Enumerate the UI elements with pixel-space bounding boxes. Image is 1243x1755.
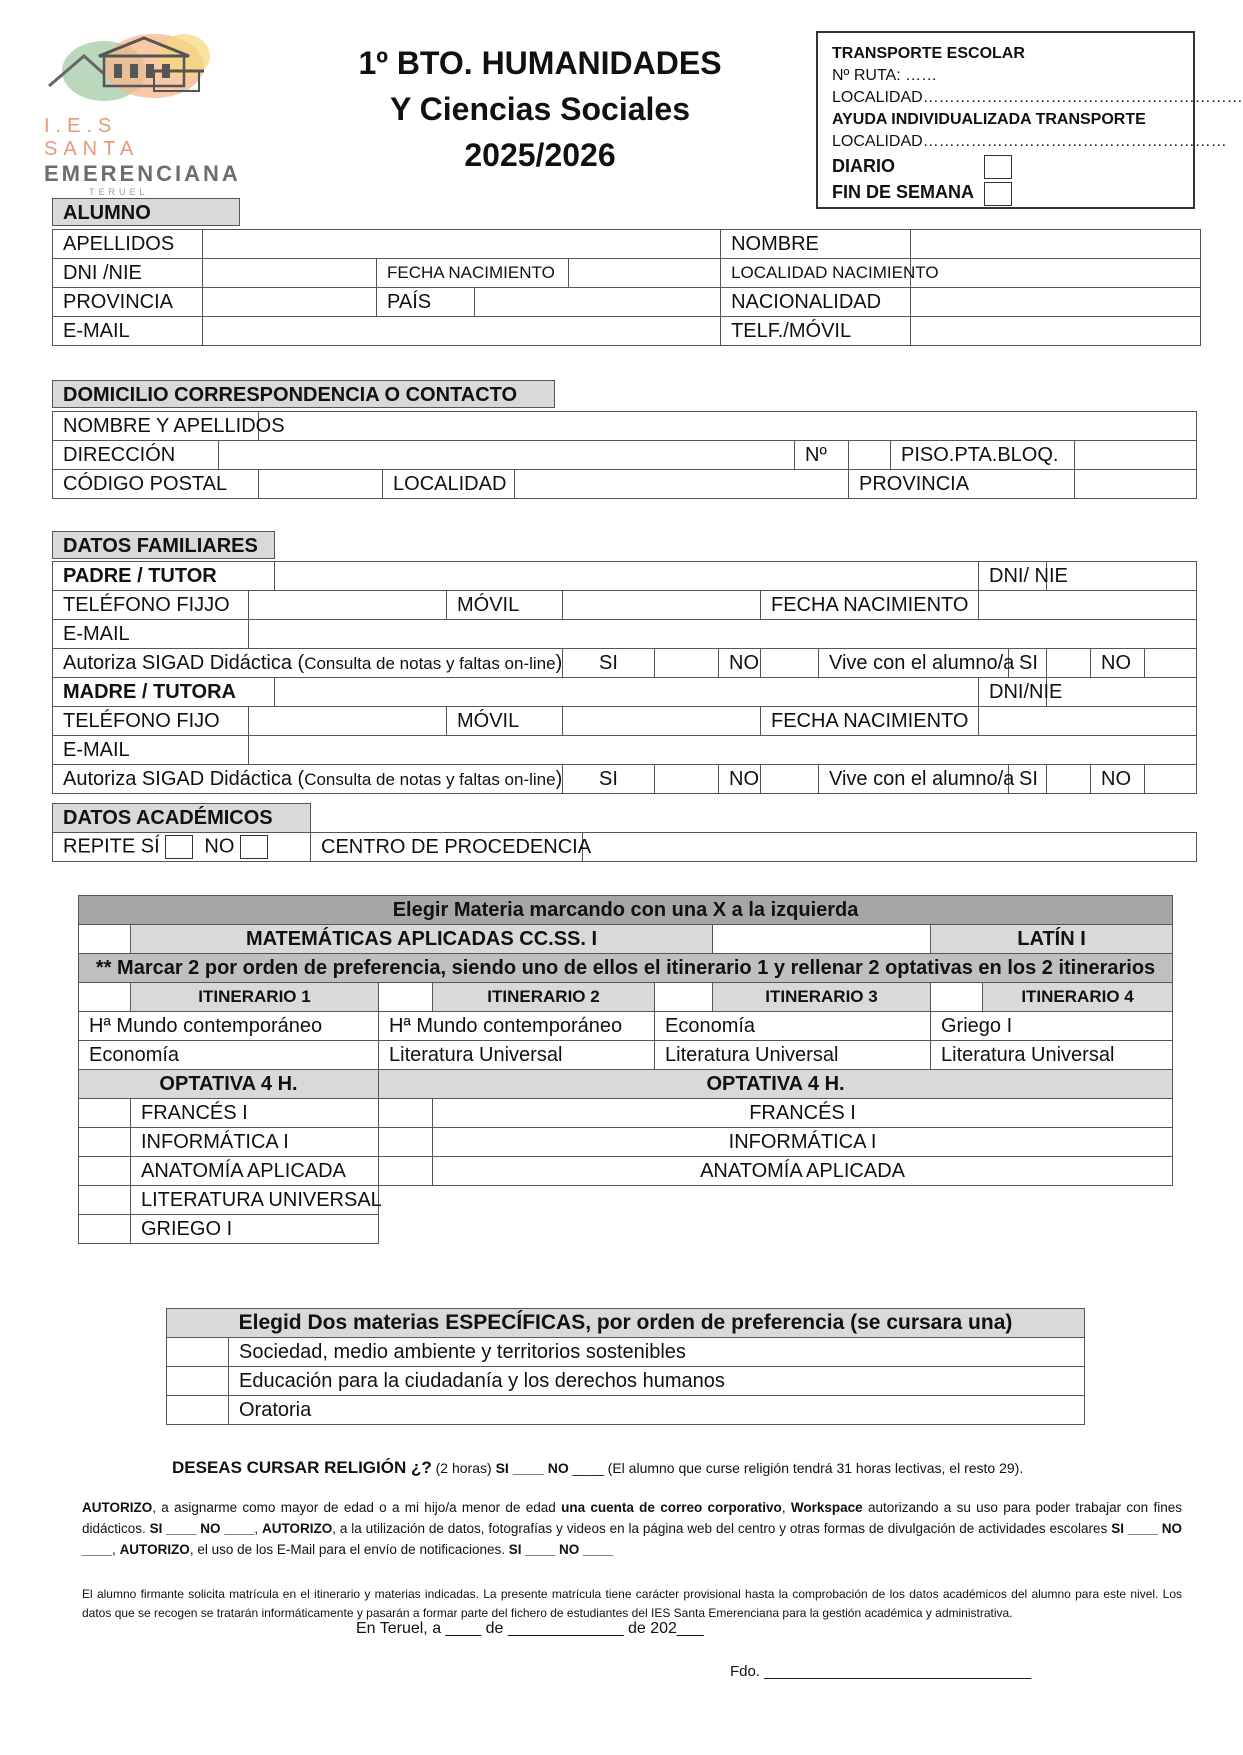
autorizo-bold-1: una cuenta de correo corporativo: [561, 1500, 782, 1515]
especifica-item: Sociedad, medio ambiente y territorios sostenibles: [229, 1338, 1085, 1367]
madre-tel-row: [53, 707, 1197, 736]
domicilio-heading: DOMICILIO CORRESPONDENCIA O CONTACTO: [52, 380, 555, 408]
localidad-nac-label: LOCALIDAD NACIMIENTO: [721, 259, 911, 288]
especifica-checkbox[interactable]: [167, 1367, 229, 1396]
title-line-1: 1º BTO. HUMANIDADES: [358, 45, 722, 81]
it2-subject-1: Hª Mundo contemporáneo: [379, 1012, 655, 1041]
autorizo-si-no-1[interactable]: SI ____ NO ____: [149, 1521, 255, 1536]
especifica-checkbox[interactable]: [167, 1396, 229, 1425]
pais-field[interactable]: [475, 288, 721, 317]
cp-field[interactable]: [259, 470, 383, 499]
school-building-icon: [44, 26, 214, 116]
madre-label: MADRE / TUTORA: [53, 678, 275, 707]
logo-text-3: TERUEL: [89, 187, 149, 197]
religion-question: DESEAS CURSAR RELIGIÓN ¿?: [172, 1458, 432, 1477]
repite-no-checkbox[interactable]: [240, 835, 268, 859]
academicos-heading: DATOS ACADÉMICOS: [53, 804, 311, 833]
mat-checkbox[interactable]: [79, 925, 131, 954]
movil-padre-field[interactable]: [563, 591, 761, 620]
opt-left-checkbox[interactable]: [79, 1215, 131, 1244]
repite-no-label: NO: [204, 835, 235, 858]
materias-heading: Elegir Materia marcando con una X a la izquierda: [79, 896, 1173, 925]
tel-fijo-padre-label: TELÉFONO FIJJO: [53, 591, 249, 620]
sigad-madre-small: Consulta de notas y faltas on-line: [304, 769, 556, 789]
especifica-item: Oratoria: [229, 1396, 1085, 1425]
sigad-madre-no-box[interactable]: [761, 765, 819, 794]
opt-left-item: INFORMÁTICA I: [131, 1128, 379, 1157]
opt-right-item: FRANCÉS I: [433, 1099, 1173, 1128]
dni-field[interactable]: [203, 259, 377, 288]
alumno-table: [52, 229, 1201, 346]
it3-subject-1: Economía: [655, 1012, 931, 1041]
opt-right-checkbox[interactable]: [379, 1128, 433, 1157]
direccion-label: DIRECCIÓN: [53, 441, 219, 470]
it-subject-row-1: [79, 1012, 1173, 1041]
vive-padre-si-box[interactable]: [1047, 649, 1091, 678]
especifica-item: Educación para la ciudadanía y los derechos humanos: [229, 1367, 1085, 1396]
transport-heading: TRANSPORTE ESCOLAR: [832, 45, 1025, 62]
sigad-padre-no-label: NO: [719, 649, 761, 678]
nacionalidad-field[interactable]: [911, 288, 1201, 317]
optativa-row-2: [79, 1128, 1173, 1157]
numero-label: Nº: [795, 441, 849, 470]
apellidos-field[interactable]: [203, 230, 721, 259]
email-label: E-MAIL: [53, 317, 203, 346]
domicilio-row-2: [53, 441, 1197, 470]
opt-left-checkbox[interactable]: [79, 1157, 131, 1186]
repite-label: REPITE SÍ: [63, 835, 160, 858]
transport-localidad-2: LOCALIDAD…………………………………………………: [832, 133, 1227, 150]
optativa-row-3: [79, 1157, 1173, 1186]
tel-fijo-padre-field[interactable]: [249, 591, 447, 620]
opt-empty: [379, 1215, 1173, 1244]
dom-localidad-field[interactable]: [515, 470, 849, 499]
centro-label: CENTRO DE PROCEDENCIA: [311, 833, 583, 862]
dom-nombre-label: NOMBRE Y APELLIDOS: [53, 412, 259, 441]
optativa-left-heading: OPTATIVA 4 H.: [79, 1070, 379, 1099]
telf-field[interactable]: [911, 317, 1201, 346]
movil-madre-field[interactable]: [563, 707, 761, 736]
autorizo-si-no-3[interactable]: SI ____ NO ____: [508, 1542, 614, 1557]
madre-row: [53, 678, 1197, 707]
autorizo-text-2: ,: [781, 1500, 791, 1515]
mat-label: MATEMÁTICAS APLICADAS CC.SS. I: [131, 925, 713, 954]
optativa-heading-row: [79, 1070, 1173, 1099]
opt-empty: [379, 1186, 1173, 1215]
vive-padre-si-label: SI: [1009, 649, 1047, 678]
tel-fijo-madre-field[interactable]: [249, 707, 447, 736]
transport-localidad-1: LOCALIDAD……………………………………………………: [832, 89, 1243, 106]
localidad-nac-field[interactable]: [911, 259, 1201, 288]
it4-subject-1: Griego I: [931, 1012, 1173, 1041]
email-padre-field[interactable]: [249, 620, 1197, 649]
especifica-row: [167, 1338, 1085, 1367]
materias-table: [78, 895, 1173, 1244]
email-field[interactable]: [203, 317, 721, 346]
opt-left-item: ANATOMÍA APLICADA: [131, 1157, 379, 1186]
fin-semana-checkbox[interactable]: [984, 182, 1012, 206]
vive-padre-no-label: NO: [1091, 649, 1145, 678]
it3-checkbox[interactable]: [655, 983, 713, 1012]
sigad-madre-close: ): [555, 767, 563, 790]
optativa-row-1: [79, 1099, 1173, 1128]
vive-madre-label: Vive con el alumno/a: [819, 765, 1009, 794]
dom-localidad-label: LOCALIDAD: [383, 470, 515, 499]
autorizo-2: AUTORIZO: [262, 1521, 333, 1536]
padre-email-row: [53, 620, 1197, 649]
nota-row: [79, 954, 1173, 983]
optativa-row-4: [79, 1186, 1173, 1215]
alumno-row-4: [53, 317, 1201, 346]
alumno-row-1: [53, 230, 1201, 259]
itinerarios-row: [79, 983, 1173, 1012]
opt-left-checkbox[interactable]: [79, 1099, 131, 1128]
provincia-label: PROVINCIA: [53, 288, 203, 317]
fecha-nac-label: FECHA NACIMIENTO: [377, 259, 569, 288]
it1-subject-1: Hª Mundo contemporáneo: [79, 1012, 379, 1041]
transport-ayuda: AYUDA INDIVIDUALIZADA TRANSPORTE: [832, 111, 1146, 128]
especificas-heading-row: [167, 1309, 1085, 1338]
sigad-padre-label: [53, 649, 563, 678]
autorizo-text-1: , a asignarme como mayor de edad o a mi hijo/a menor de edad: [152, 1500, 562, 1515]
religion-si: SI: [495, 1460, 509, 1476]
autorizo-1: AUTORIZO: [82, 1500, 153, 1515]
latin-checkbox[interactable]: [713, 925, 931, 954]
nacionalidad-label: NACIONALIDAD: [721, 288, 911, 317]
movil-madre-label: MÓVIL: [447, 707, 563, 736]
especificas-heading: Elegid Dos materias ESPECÍFICAS, por orden de preferencia (se cursara una): [167, 1309, 1085, 1338]
logo-text-2: EMERENCIANA: [44, 161, 241, 186]
opt-left-item: GRIEGO I: [131, 1215, 379, 1244]
it3-label: ITINERARIO 3: [713, 983, 931, 1012]
it4-subject-2: Literatura Universal: [931, 1041, 1173, 1070]
transport-diario-label: DIARIO: [832, 156, 895, 176]
fecha-nac-madre-label: FECHA NACIMIENTO: [761, 707, 979, 736]
sigad-padre-no-box[interactable]: [761, 649, 819, 678]
religion-line: [172, 1458, 1132, 1478]
school-logo: [44, 26, 241, 197]
religion-horas: (2 horas): [435, 1460, 492, 1476]
opt-right-checkbox[interactable]: [379, 1157, 433, 1186]
academicos-table: [52, 803, 1197, 862]
dni-madre-label: DNI/NIE: [979, 678, 1047, 707]
academicos-row: [53, 833, 1197, 862]
pais-label: PAÍS: [377, 288, 475, 317]
vive-madre-si-box[interactable]: [1047, 765, 1091, 794]
it2-subject-2: Literatura Universal: [379, 1041, 655, 1070]
domicilio-row-1: [53, 412, 1197, 441]
direccion-field[interactable]: [219, 441, 795, 470]
padre-row: [53, 562, 1197, 591]
telf-label: TELF./MÓVIL: [721, 317, 911, 346]
opt-left-checkbox[interactable]: [79, 1186, 131, 1215]
materias-heading-row: [79, 896, 1173, 925]
provincia-field[interactable]: [203, 288, 377, 317]
religion-si-blank[interactable]: ____: [512, 1460, 544, 1476]
centro-field[interactable]: [583, 833, 1197, 862]
fecha-nac-padre-label: FECHA NACIMIENTO: [761, 591, 979, 620]
padre-sigad-row: [53, 649, 1197, 678]
madre-sigad-row: [53, 765, 1197, 794]
vive-madre-si-label: SI: [1009, 765, 1047, 794]
vive-madre-no-label: NO: [1091, 765, 1145, 794]
opt-right-checkbox[interactable]: [379, 1099, 433, 1128]
email-madre-label: E-MAIL: [53, 736, 249, 765]
repite-cell: [53, 833, 311, 862]
especificas-table: [166, 1308, 1085, 1425]
padre-tel-row: [53, 591, 1197, 620]
opt-right-item: INFORMÁTICA I: [433, 1128, 1173, 1157]
it3-subject-2: Literatura Universal: [655, 1041, 931, 1070]
alumno-row-2: [53, 259, 1201, 288]
materias-nota: ** Marcar 2 por orden de preferencia, siendo uno de ellos el itinerario 1 y rellenar 2 optativas en los 2 itinerarios: [79, 954, 1173, 983]
dom-provincia-label: PROVINCIA: [849, 470, 1075, 499]
page-title: [330, 40, 750, 178]
sigad-padre-small: Consulta de notas y faltas on-line: [304, 653, 556, 673]
opt-left-item: LITERATURA UNIVERSAL: [131, 1186, 379, 1215]
it1-label: ITINERARIO 1: [131, 983, 379, 1012]
optativa-row-5: [79, 1215, 1173, 1244]
movil-padre-label: MÓVIL: [447, 591, 563, 620]
padre-field[interactable]: [275, 562, 979, 591]
fecha-nac-madre-field[interactable]: [979, 707, 1197, 736]
email-padre-label: E-MAIL: [53, 620, 249, 649]
alumno-row-3: [53, 288, 1201, 317]
nombre-label: NOMBRE: [721, 230, 911, 259]
dni-padre-label: DNI/ NIE: [979, 562, 1047, 591]
autorizo-text-6: ,: [112, 1542, 120, 1557]
transport-ruta: Nº RUTA: ……: [832, 67, 938, 84]
it1-subject-2: Economía: [79, 1041, 379, 1070]
autorizo-text-4: ,: [254, 1521, 263, 1536]
numero-field[interactable]: [849, 441, 891, 470]
opt-left-checkbox[interactable]: [79, 1128, 131, 1157]
it1-checkbox[interactable]: [79, 983, 131, 1012]
dni-madre-field[interactable]: [1047, 678, 1197, 707]
sigad-padre-main: Autoriza SIGAD Didáctica (: [63, 651, 305, 674]
autorizo-text-5: , a la utilización de datos, fotografías y videos en la página web del centro y otras formas de divulgación de actividades escolares: [332, 1521, 1112, 1536]
piso-label: PISO.PTA.BLOQ.: [891, 441, 1075, 470]
it4-checkbox[interactable]: [931, 983, 983, 1012]
troncal-row: [79, 925, 1173, 954]
transport-fin-row: [832, 179, 1179, 205]
religion-nota: (El alumno que curse religión tendrá 31 horas lectivas, el resto 29).: [607, 1460, 1024, 1476]
familiares-table: [52, 561, 1197, 794]
alumno-heading: ALUMNO: [52, 198, 240, 226]
sigad-madre-no-label: NO: [719, 765, 761, 794]
autorizo-si-no-2[interactable]: SI ____ NO ____: [82, 1521, 1182, 1557]
footer-text: El alumno firmante solicita matrícula en el itinerario y materias indicadas. La presente matrícula tiene carácter provisional hasta la comprobación de los datos académicos del alumno para este nivel. Los datos que se recogen se tratarán informáticamente y pasarán a formar parte del fichero de estudiantes del IES Santa Emerenciana para la gestión académica y administrativa.: [82, 1587, 1182, 1620]
transport-box: [816, 31, 1243, 209]
domicilio-row-3: [53, 470, 1197, 499]
latin-label: LATÍN I: [931, 925, 1173, 954]
autorizo-bold-2: Workspace: [790, 1500, 863, 1515]
tel-fijo-madre-label: TELÉFONO FIJO: [53, 707, 249, 736]
title-line-3: 2025/2026: [464, 137, 616, 173]
it2-label: ITINERARIO 2: [433, 983, 655, 1012]
fecha-nac-field[interactable]: [569, 259, 721, 288]
dom-provincia-field[interactable]: [1075, 470, 1197, 499]
it4-label: ITINERARIO 4: [983, 983, 1173, 1012]
especifica-row: [167, 1396, 1085, 1425]
footer-fecha[interactable]: En Teruel, a ____ de _____________ de 202___: [356, 1620, 704, 1637]
autorizo-text-3: autorizando a su uso para poder trabajar con fines didácticos.: [82, 1500, 1182, 1536]
title-line-2: Y Ciencias Sociales: [389, 91, 691, 127]
transport-fin-label: FIN DE SEMANA: [832, 182, 975, 203]
domicilio-table: [52, 411, 1197, 499]
sigad-madre-main: Autoriza SIGAD Didáctica (: [63, 767, 305, 790]
dni-label: DNI /NIE: [53, 259, 203, 288]
opt-right-item: ANATOMÍA APLICADA: [433, 1157, 1173, 1186]
logo-text-1: I.E.S SANTA: [44, 115, 140, 160]
autorizo-3: AUTORIZO: [119, 1542, 190, 1557]
religion-no-blank[interactable]: ____: [572, 1460, 604, 1476]
cp-label: CÓDIGO POSTAL: [53, 470, 259, 499]
sigad-madre-si-label: SI: [563, 765, 655, 794]
religion-no: NO: [547, 1460, 569, 1476]
sigad-padre-close: ): [555, 651, 563, 674]
dom-nombre-field[interactable]: [259, 412, 1197, 441]
opt-left-item: FRANCÉS I: [131, 1099, 379, 1128]
diario-checkbox[interactable]: [984, 155, 1012, 179]
piso-field[interactable]: [1075, 441, 1197, 470]
sigad-padre-si-label: SI: [563, 649, 655, 678]
academicos-heading-row: [53, 804, 1197, 833]
footer-paragraph: [82, 1585, 1182, 1623]
vive-padre-no-box[interactable]: [1145, 649, 1197, 678]
vive-madre-no-box[interactable]: [1145, 765, 1197, 794]
repite-si-checkbox[interactable]: [165, 835, 193, 859]
vive-padre-label: Vive con el alumno/a: [819, 649, 1009, 678]
familiares-heading: DATOS FAMILIARES: [52, 531, 275, 559]
optativa-right-heading: OPTATIVA 4 H.: [379, 1070, 1173, 1099]
madre-email-row: [53, 736, 1197, 765]
dni-padre-field[interactable]: [1047, 562, 1197, 591]
email-madre-field[interactable]: [249, 736, 1197, 765]
sigad-padre-si-box[interactable]: [655, 649, 719, 678]
padre-label: PADRE / TUTOR: [53, 562, 275, 591]
especifica-row: [167, 1367, 1085, 1396]
nombre-field[interactable]: [911, 230, 1201, 259]
autorizo-paragraph: [82, 1497, 1182, 1560]
it2-checkbox[interactable]: [379, 983, 433, 1012]
academicos-spacer: [311, 804, 1197, 833]
sigad-madre-si-box[interactable]: [655, 765, 719, 794]
sigad-madre-label: [53, 765, 563, 794]
fecha-nac-padre-field[interactable]: [979, 591, 1197, 620]
footer-firma[interactable]: Fdo. ________________________________: [730, 1663, 1032, 1680]
apellidos-label: APELLIDOS: [53, 230, 203, 259]
it-subject-row-2: [79, 1041, 1173, 1070]
transport-diario-row: [832, 153, 1179, 179]
madre-field[interactable]: [275, 678, 979, 707]
especifica-checkbox[interactable]: [167, 1338, 229, 1367]
autorizo-text-7: , el uso de los E-Mail para el envío de notificaciones.: [189, 1542, 509, 1557]
